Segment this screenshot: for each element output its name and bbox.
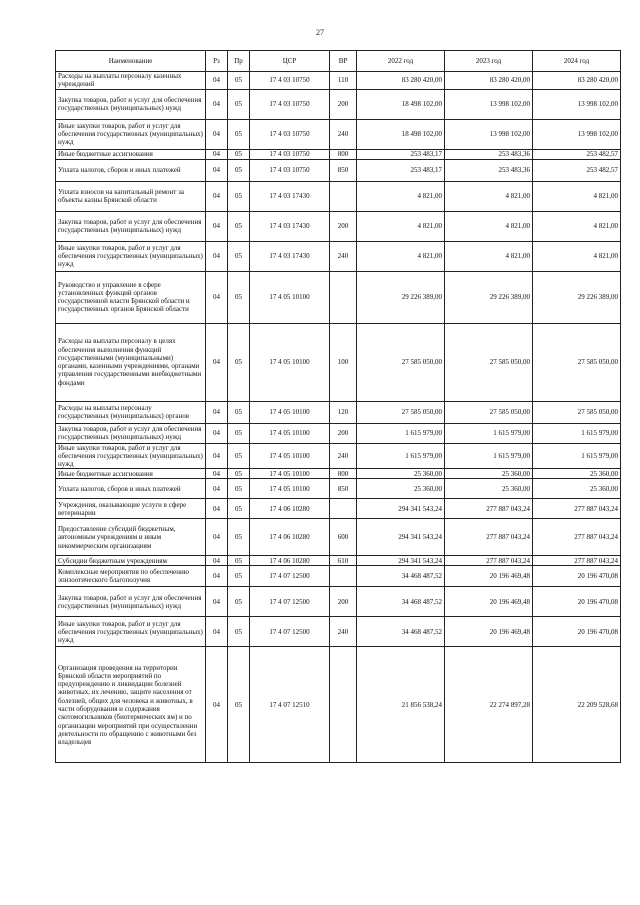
row-vr: 850 (330, 479, 357, 499)
row-rz: 04 (206, 647, 228, 763)
header-2022: 2022 год (357, 51, 445, 72)
row-2022: 25 360,00 (357, 469, 445, 479)
row-2022: 25 360,00 (357, 479, 445, 499)
row-pr: 05 (228, 89, 250, 119)
row-pr: 05 (228, 443, 250, 469)
row-vr: 200 (330, 423, 357, 443)
row-2023: 277 887 043,24 (445, 519, 533, 556)
header-name: Наименование (56, 51, 206, 72)
header-csr: ЦСР (250, 51, 330, 72)
row-vr (330, 499, 357, 519)
row-csr: 17 4 06 10280 (250, 519, 330, 556)
row-name: Уплата налогов, сборов и иных платежей (56, 479, 206, 499)
row-rz: 04 (206, 271, 228, 323)
row-2024: 277 887 043,24 (533, 556, 621, 566)
row-2024: 25 360,00 (533, 469, 621, 479)
table-row (56, 241, 621, 271)
table-row (56, 469, 621, 479)
row-pr: 05 (228, 519, 250, 556)
row-rz: 04 (206, 181, 228, 211)
row-vr: 800 (330, 149, 357, 159)
row-vr (330, 647, 357, 763)
row-csr: 17 4 06 10280 (250, 499, 330, 519)
row-vr (330, 566, 357, 587)
row-vr: 850 (330, 159, 357, 181)
row-rz: 04 (206, 211, 228, 241)
row-pr: 05 (228, 617, 250, 647)
row-vr: 200 (330, 211, 357, 241)
row-vr: 240 (330, 443, 357, 469)
row-2024: 20 196 470,08 (533, 566, 621, 587)
row-rz: 04 (206, 323, 228, 401)
row-2023: 4 821,00 (445, 241, 533, 271)
row-2023: 277 887 043,24 (445, 556, 533, 566)
row-2024: 13 998 102,00 (533, 89, 621, 119)
row-2024: 4 821,00 (533, 211, 621, 241)
row-2024: 4 821,00 (533, 241, 621, 271)
table-row (56, 149, 621, 159)
row-rz: 04 (206, 119, 228, 149)
row-name: Иные закупки товаров, работ и услуг для обеспечения государственных (муниципальных) нужд (56, 443, 206, 469)
row-name: Иные закупки товаров, работ и услуг для обеспечения государственных (муниципальных) нужд (56, 241, 206, 271)
row-pr: 05 (228, 72, 250, 90)
row-rz: 04 (206, 72, 228, 90)
budget-table (55, 50, 621, 763)
row-rz: 04 (206, 566, 228, 587)
table-row (56, 499, 621, 519)
row-csr: 17 4 05 10100 (250, 469, 330, 479)
table-row (56, 119, 621, 149)
row-vr (330, 181, 357, 211)
row-name: Закупка товаров, работ и услуг для обеспечения государственных (муниципальных) нужд (56, 423, 206, 443)
row-csr: 17 4 05 10100 (250, 271, 330, 323)
row-2022: 294 341 543,24 (357, 499, 445, 519)
row-2023: 20 196 469,48 (445, 617, 533, 647)
row-name: Расходы на выплаты персоналу государственных (муниципальных) органов (56, 401, 206, 423)
row-2023: 25 360,00 (445, 479, 533, 499)
table-row (56, 556, 621, 566)
row-csr: 17 4 05 10100 (250, 401, 330, 423)
row-2024: 27 585 050,00 (533, 401, 621, 423)
table-header-row (56, 51, 621, 72)
row-rz: 04 (206, 423, 228, 443)
row-2022: 253 483,17 (357, 149, 445, 159)
row-csr: 17 4 05 10100 (250, 479, 330, 499)
table-row (56, 211, 621, 241)
row-pr: 05 (228, 119, 250, 149)
row-2024: 253 482,57 (533, 159, 621, 181)
row-name: Комплексные мероприятия по обеспечению эпизоотического благополучия (56, 566, 206, 587)
row-2023: 1 615 979,00 (445, 423, 533, 443)
row-rz: 04 (206, 587, 228, 617)
row-vr: 100 (330, 323, 357, 401)
row-vr: 240 (330, 241, 357, 271)
row-csr: 17 4 03 17430 (250, 211, 330, 241)
row-2024: 4 821,00 (533, 181, 621, 211)
row-rz: 04 (206, 519, 228, 556)
row-rz: 04 (206, 401, 228, 423)
row-vr (330, 271, 357, 323)
row-name: Закупка товаров, работ и услуг для обеспечения государственных (муниципальных) нужд (56, 211, 206, 241)
row-name: Уплата налогов, сборов и иных платежей (56, 159, 206, 181)
row-name: Закупка товаров, работ и услуг для обеспечения государственных (муниципальных) нужд (56, 587, 206, 617)
row-2022: 253 483,17 (357, 159, 445, 181)
table-row (56, 443, 621, 469)
row-rz: 04 (206, 479, 228, 499)
row-csr: 17 4 07 12510 (250, 647, 330, 763)
row-2022: 18 498 102,00 (357, 89, 445, 119)
table-row (56, 479, 621, 499)
row-2022: 4 821,00 (357, 181, 445, 211)
row-2024: 29 226 389,00 (533, 271, 621, 323)
row-2023: 4 821,00 (445, 211, 533, 241)
row-name: Иные закупки товаров, работ и услуг для обеспечения государственных (муниципальных) нужд (56, 119, 206, 149)
row-rz: 04 (206, 149, 228, 159)
table-row (56, 519, 621, 556)
row-2022: 29 226 389,00 (357, 271, 445, 323)
row-pr: 05 (228, 647, 250, 763)
row-2024: 22 209 528,68 (533, 647, 621, 763)
header-rz: Рз (206, 51, 228, 72)
row-2023: 1 615 979,00 (445, 443, 533, 469)
row-vr: 600 (330, 519, 357, 556)
row-2024: 253 482,57 (533, 149, 621, 159)
row-vr: 240 (330, 119, 357, 149)
row-pr: 05 (228, 401, 250, 423)
row-csr: 17 4 03 10750 (250, 149, 330, 159)
table-row (56, 401, 621, 423)
row-pr: 05 (228, 181, 250, 211)
row-2023: 13 998 102,00 (445, 89, 533, 119)
row-2022: 1 615 979,00 (357, 443, 445, 469)
row-2024: 13 998 102,00 (533, 119, 621, 149)
row-2022: 4 821,00 (357, 211, 445, 241)
row-2022: 294 341 543,24 (357, 519, 445, 556)
page-number: 27 (316, 28, 324, 37)
row-2024: 1 615 979,00 (533, 423, 621, 443)
row-2024: 277 887 043,24 (533, 519, 621, 556)
row-name: Закупка товаров, работ и услуг для обеспечения государственных (муниципальных) нужд (56, 89, 206, 119)
table-row (56, 647, 621, 763)
header-2023: 2023 год (445, 51, 533, 72)
row-pr: 05 (228, 423, 250, 443)
row-2022: 4 821,00 (357, 241, 445, 271)
row-pr: 05 (228, 149, 250, 159)
row-2023: 253 483,36 (445, 149, 533, 159)
row-2023: 20 196 469,48 (445, 587, 533, 617)
row-vr: 610 (330, 556, 357, 566)
row-pr: 05 (228, 566, 250, 587)
table-row (56, 72, 621, 90)
row-2022: 34 468 487,52 (357, 566, 445, 587)
row-name: Учреждения, оказывающие услуги в сфере ветеринарии (56, 499, 206, 519)
row-2022: 34 468 487,52 (357, 617, 445, 647)
row-2024: 83 280 420,00 (533, 72, 621, 90)
row-rz: 04 (206, 159, 228, 181)
header-2024: 2024 год (533, 51, 621, 72)
row-2022: 294 341 543,24 (357, 556, 445, 566)
row-csr: 17 4 03 10750 (250, 72, 330, 90)
row-vr: 120 (330, 401, 357, 423)
row-2022: 34 468 487,52 (357, 587, 445, 617)
row-2023: 22 274 897,28 (445, 647, 533, 763)
row-2022: 27 585 050,00 (357, 323, 445, 401)
row-name: Уплата взносов на капитальный ремонт за объекты казны Брянской области (56, 181, 206, 211)
table-row (56, 181, 621, 211)
row-csr: 17 4 05 10100 (250, 423, 330, 443)
row-2023: 253 483,36 (445, 159, 533, 181)
row-pr: 05 (228, 323, 250, 401)
row-2023: 20 196 469,48 (445, 566, 533, 587)
row-pr: 05 (228, 469, 250, 479)
row-2024: 25 360,00 (533, 479, 621, 499)
table-row (56, 566, 621, 587)
row-2024: 1 615 979,00 (533, 443, 621, 469)
row-2023: 29 226 389,00 (445, 271, 533, 323)
row-2023: 27 585 050,00 (445, 323, 533, 401)
row-vr: 240 (330, 617, 357, 647)
row-csr: 17 4 05 10100 (250, 443, 330, 469)
row-name: Иные закупки товаров, работ и услуг для обеспечения государственных (муниципальных) нужд (56, 617, 206, 647)
row-rz: 04 (206, 499, 228, 519)
row-csr: 17 4 07 12500 (250, 566, 330, 587)
row-csr: 17 4 07 12500 (250, 587, 330, 617)
row-pr: 05 (228, 499, 250, 519)
row-name: Руководство и управление в сфере установленных функций органов государственной власти Брянской области и государственных органов Брянской области (56, 271, 206, 323)
table-row (56, 323, 621, 401)
row-rz: 04 (206, 556, 228, 566)
row-2024: 20 196 470,08 (533, 587, 621, 617)
row-name: Иные бюджетные ассигнования (56, 149, 206, 159)
row-rz: 04 (206, 617, 228, 647)
row-csr: 17 4 06 10280 (250, 556, 330, 566)
row-2023: 27 585 050,00 (445, 401, 533, 423)
row-2022: 83 280 420,00 (357, 72, 445, 90)
row-pr: 05 (228, 271, 250, 323)
row-2024: 20 196 470,08 (533, 617, 621, 647)
row-vr: 200 (330, 89, 357, 119)
row-2023: 277 887 043,24 (445, 499, 533, 519)
row-name: Предоставление субсидий бюджетным, автономным учреждениям и иным некоммерческим организациям (56, 519, 206, 556)
row-pr: 05 (228, 587, 250, 617)
row-vr: 800 (330, 469, 357, 479)
row-pr: 05 (228, 479, 250, 499)
row-rz: 04 (206, 469, 228, 479)
row-name: Организация проведения на территории Брянской области мероприятий по предупреждению и ликвидации болезней животных, их лечению, защите населения от болезней, общих для человека и животных, в части оборудования и содержания скотомогильников (биотермических ям) и по организации мероприятий при осуществлении деятельности по обращению с животными без владельцев (56, 647, 206, 763)
row-rz: 04 (206, 443, 228, 469)
table-row (56, 159, 621, 181)
row-2023: 25 360,00 (445, 469, 533, 479)
row-rz: 04 (206, 89, 228, 119)
row-pr: 05 (228, 241, 250, 271)
row-csr: 17 4 03 17430 (250, 181, 330, 211)
row-name: Субсидии бюджетным учреждениям (56, 556, 206, 566)
row-name: Иные бюджетные ассигнования (56, 469, 206, 479)
table-body (56, 72, 621, 763)
row-pr: 05 (228, 211, 250, 241)
row-2023: 4 821,00 (445, 181, 533, 211)
row-name: Расходы на выплаты персоналу в целях обеспечения выполнения функций государственными (муниципальными) органами, казенными учреждениями, органами управления государственными внебюджетными фондами (56, 323, 206, 401)
row-csr: 17 4 07 12500 (250, 617, 330, 647)
table-row (56, 617, 621, 647)
row-2024: 27 585 050,00 (533, 323, 621, 401)
table-row (56, 271, 621, 323)
row-vr: 200 (330, 587, 357, 617)
header-vr: ВР (330, 51, 357, 72)
row-2024: 277 887 043,24 (533, 499, 621, 519)
row-csr: 17 4 03 10750 (250, 159, 330, 181)
row-pr: 05 (228, 159, 250, 181)
table-row (56, 89, 621, 119)
row-2022: 18 498 102,00 (357, 119, 445, 149)
row-csr: 17 4 03 10750 (250, 89, 330, 119)
row-name: Расходы на выплаты персоналу казенных учреждений (56, 72, 206, 90)
header-pr: Пр (228, 51, 250, 72)
row-vr: 110 (330, 72, 357, 90)
row-csr: 17 4 03 10750 (250, 119, 330, 149)
row-rz: 04 (206, 241, 228, 271)
row-2023: 13 998 102,00 (445, 119, 533, 149)
row-2022: 27 585 050,00 (357, 401, 445, 423)
row-csr: 17 4 03 17430 (250, 241, 330, 271)
table-row (56, 587, 621, 617)
row-pr: 05 (228, 556, 250, 566)
row-2022: 21 856 538,24 (357, 647, 445, 763)
table-row (56, 423, 621, 443)
row-2023: 83 280 420,00 (445, 72, 533, 90)
row-2022: 1 615 979,00 (357, 423, 445, 443)
row-csr: 17 4 05 10100 (250, 323, 330, 401)
